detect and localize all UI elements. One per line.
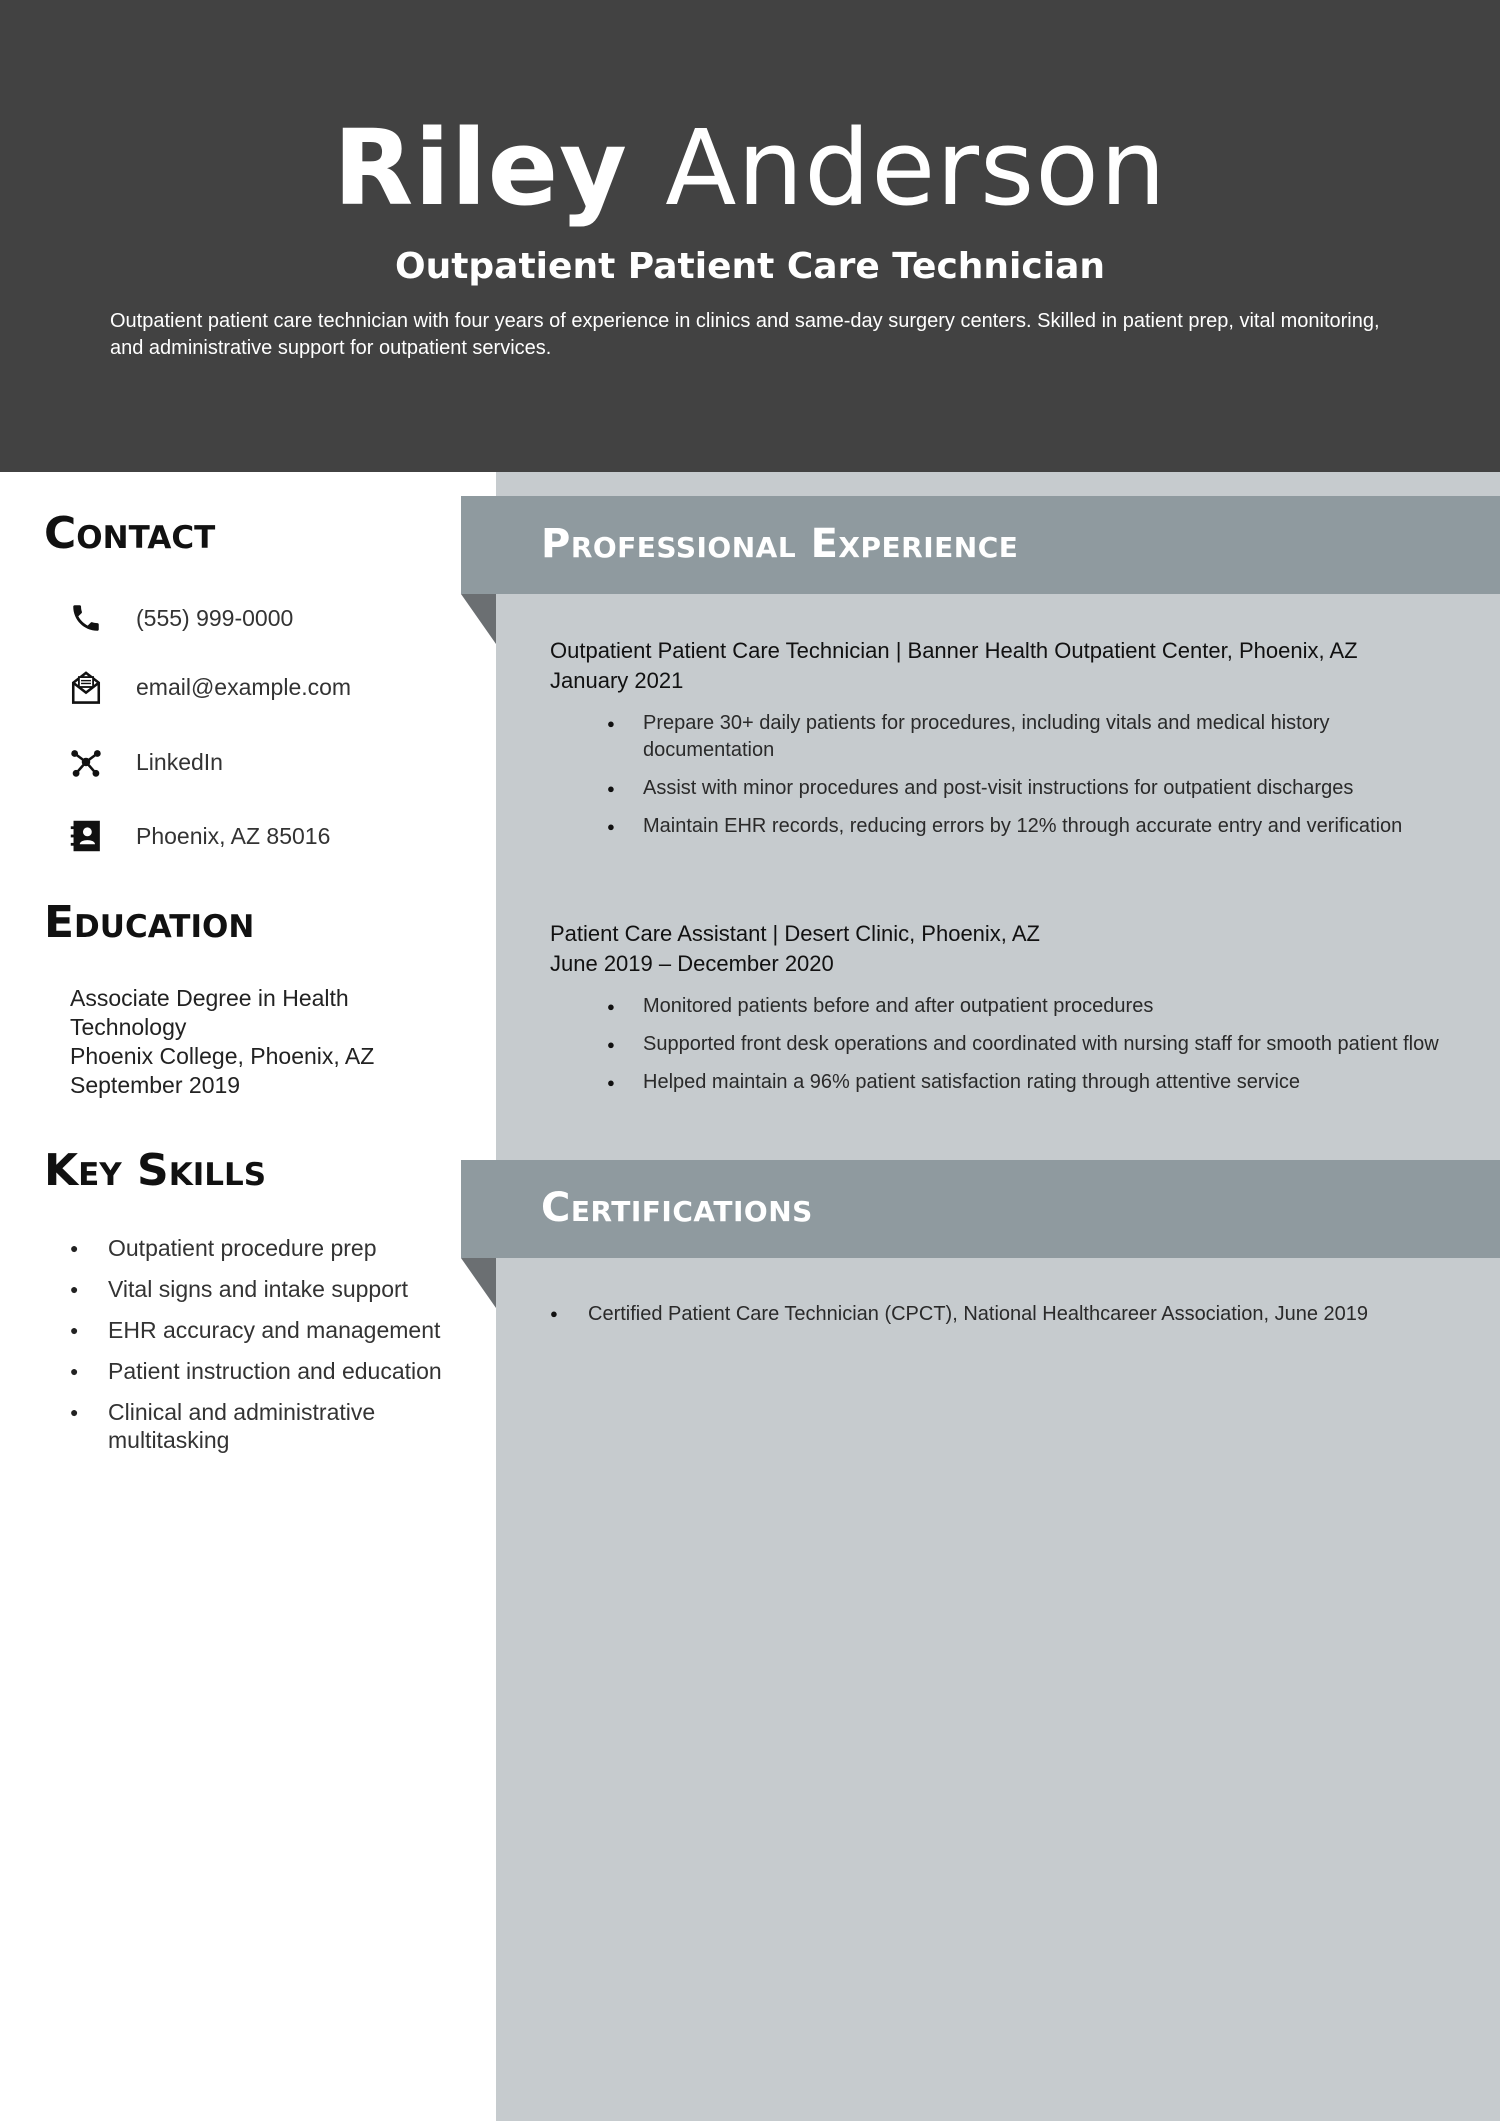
job-bullet: ● Assist with minor procedures and post-visit instructions for outpatient discharges: [550, 775, 1460, 802]
job-title-line: Patient Care Assistant | Desert Clinic, Phoenix, AZ: [550, 921, 1040, 946]
certifications-banner: [461, 1160, 1500, 1258]
phone-number[interactable]: (555) 999-0000: [136, 604, 294, 631]
job-bullet: ● Maintain EHR records, reducing errors by 12% through accurate entry and verification: [550, 813, 1460, 840]
candidate-name: [0, 108, 1500, 228]
job-dates: January 2021: [550, 668, 684, 693]
banner-fold: [461, 1258, 496, 1308]
job-bullets: [550, 710, 1460, 840]
job-bullets: [550, 993, 1460, 1096]
job-title-line: Outpatient Patient Care Technician | Banner Health Outpatient Center, Phoenix, AZ: [550, 638, 1358, 663]
last-name: Anderson: [665, 107, 1167, 229]
certification-item: ● Certified Patient Care Technician (CPCT), National Healthcareer Association, June 2019: [550, 1300, 1470, 1328]
job-bullet: ● Prepare 30+ daily patients for procedures, including vitals and medical history documentation: [550, 710, 1460, 764]
education-entry: [70, 984, 450, 1100]
skill-item: ● EHR accuracy and management: [70, 1316, 470, 1344]
linkedin-link[interactable]: LinkedIn: [136, 748, 223, 775]
email-address[interactable]: email@example.com: [136, 673, 352, 700]
contact-heading: Contact: [44, 508, 216, 559]
skills-heading: Key Skills: [44, 1145, 267, 1196]
skill-item: ● Outpatient procedure prep: [70, 1234, 470, 1262]
job-title: Outpatient Patient Care Technician: [394, 246, 1106, 287]
job-bullet: ● Supported front desk operations and coordinated with nursing staff for smooth patient flow: [550, 1031, 1460, 1058]
contact-linkedin: [64, 740, 223, 784]
contact-email: [64, 665, 351, 709]
resume-header: [0, 0, 1500, 472]
education-school: Phoenix College, Phoenix, AZ: [70, 1043, 375, 1069]
certifications-heading: Certifications: [541, 1185, 813, 1231]
first-name: Riley: [333, 107, 628, 229]
experience-banner: [461, 496, 1500, 594]
contact-phone: [64, 596, 293, 640]
skills-list: [70, 1234, 470, 1467]
job-entry: [550, 919, 1460, 1107]
location: Phoenix, AZ 85016: [136, 822, 331, 849]
contact-card-icon: [64, 814, 108, 858]
job-bullet: ● Monitored patients before and after outpatient procedures: [550, 993, 1460, 1020]
skill-item: ● Clinical and administrative multitasking: [70, 1398, 470, 1454]
skill-item: ● Vital signs and intake support: [70, 1275, 470, 1303]
phone-icon: [64, 596, 108, 640]
contact-location: [64, 814, 330, 858]
banner-fold: [461, 594, 496, 644]
network-icon: [64, 740, 108, 784]
job-dates: June 2019 – December 2020: [550, 951, 834, 976]
envelope-icon: [64, 665, 108, 709]
education-date: September 2019: [70, 1072, 241, 1098]
education-heading: Education: [44, 897, 255, 948]
skill-item: ● Patient instruction and education: [70, 1357, 470, 1385]
experience-heading: Professional Experience: [541, 521, 1019, 567]
summary: Outpatient patient care technician with four years of experience in clinics and same-day surgery centers. Skilled in patient prep, vital monitoring, and administrative support for outpatient services.: [110, 310, 1380, 359]
education-degree: Associate Degree in Health Technology: [70, 985, 349, 1040]
certifications-list: [550, 1300, 1470, 1328]
job-bullet: ● Helped maintain a 96% patient satisfaction rating through attentive service: [550, 1069, 1460, 1096]
job-entry: [550, 636, 1460, 851]
